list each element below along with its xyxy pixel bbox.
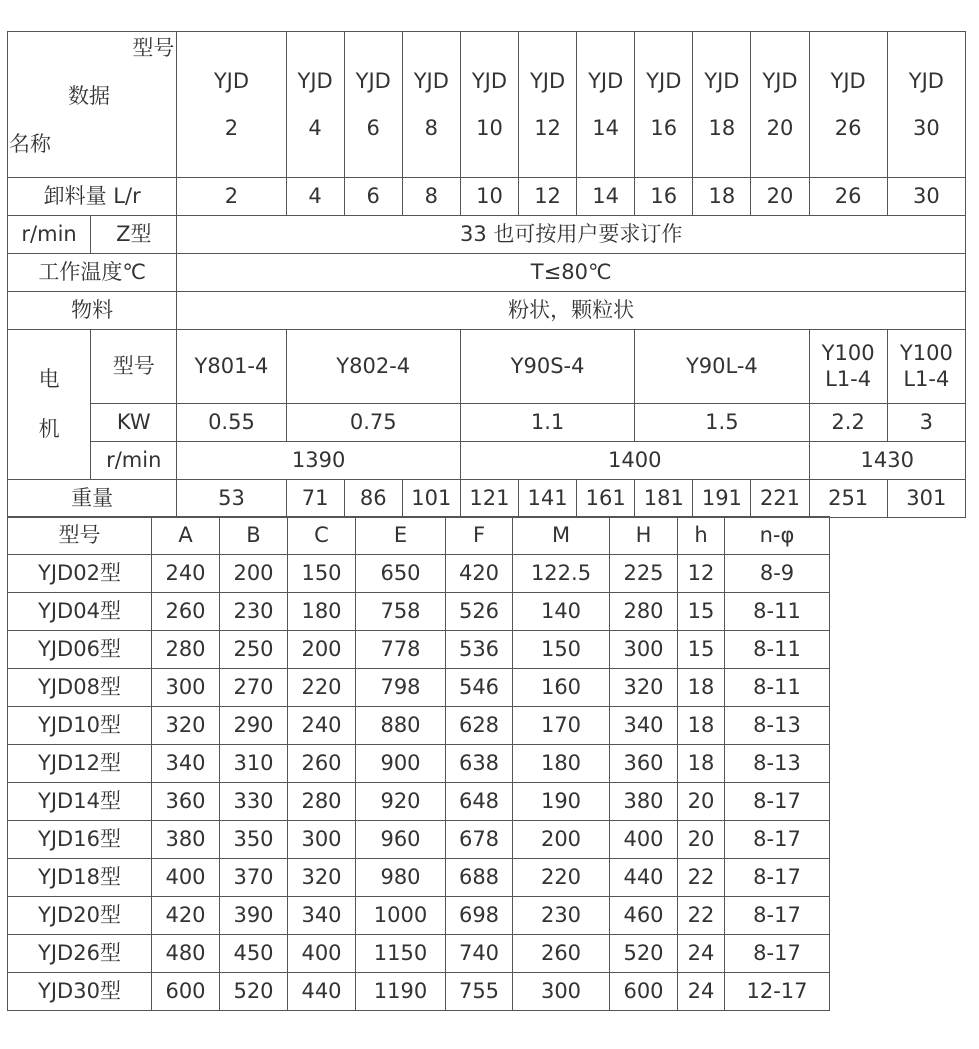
dim-value-cell: 420 <box>446 555 513 593</box>
dim-value-cell: 8-11 <box>725 669 830 707</box>
motor-model: Y801-4 <box>177 330 286 404</box>
dim-model-cell: YJD02型 <box>7 555 152 593</box>
spec-table <box>7 31 966 518</box>
dim-value-cell: 600 <box>610 973 678 1011</box>
motor-model: Y100 L1-4 <box>888 330 966 404</box>
discharge-value: 2 <box>177 178 286 216</box>
weight-value: 101 <box>403 480 461 518</box>
motor-label <box>7 330 91 480</box>
motor-model-label: 型号 <box>91 330 177 404</box>
discharge-value: 4 <box>287 178 345 216</box>
weight-value: 161 <box>577 480 635 518</box>
temp-label: 工作温度℃ <box>7 254 177 292</box>
dim-value-cell: 758 <box>356 593 446 631</box>
dim-value-cell: 260 <box>513 935 610 973</box>
dim-model-cell: YJD30型 <box>7 973 152 1011</box>
dim-value-cell: 360 <box>152 783 220 821</box>
table-row <box>7 555 830 593</box>
table-row <box>7 935 830 973</box>
discharge-value: 26 <box>810 178 888 216</box>
dim-header-cell: F <box>446 516 513 555</box>
dim-value-cell: 8-17 <box>725 859 830 897</box>
dim-value-cell: 400 <box>288 935 356 973</box>
speed-value: 33 也可按用户要求订作 <box>177 216 966 254</box>
dim-value-cell: 140 <box>513 593 610 631</box>
dim-value-cell: 390 <box>220 897 288 935</box>
table-row <box>7 859 830 897</box>
model-header: YJD 2 <box>177 31 286 178</box>
discharge-value: 18 <box>693 178 751 216</box>
dim-value-cell: 920 <box>356 783 446 821</box>
dim-value-cell: 880 <box>356 707 446 745</box>
model-header: YJD 14 <box>577 31 635 178</box>
dim-value-cell: 778 <box>356 631 446 669</box>
dim-value-cell: 180 <box>288 593 356 631</box>
model-header: YJD 8 <box>403 31 461 178</box>
weight-value: 141 <box>519 480 577 518</box>
motor-kw: 2.2 <box>810 404 888 442</box>
discharge-value: 12 <box>519 178 577 216</box>
motor-model: Y100 L1-4 <box>810 330 888 404</box>
dim-value-cell: 648 <box>446 783 513 821</box>
dim-value-cell: 15 <box>678 631 725 669</box>
model-header: YJD 30 <box>888 31 966 178</box>
discharge-label: 卸料量 L/r <box>7 178 177 216</box>
dim-header-cell: A <box>152 516 220 555</box>
weight-label: 重量 <box>7 480 177 518</box>
motor-rpm: 1430 <box>810 442 966 480</box>
dim-value-cell: 20 <box>678 783 725 821</box>
dim-header-cell: M <box>513 516 610 555</box>
dim-value-cell: 688 <box>446 859 513 897</box>
model-header: YJD 4 <box>287 31 345 178</box>
dim-value-cell: 400 <box>610 821 678 859</box>
dim-value-cell: 260 <box>152 593 220 631</box>
dim-value-cell: 160 <box>513 669 610 707</box>
dim-value-cell: 546 <box>446 669 513 707</box>
discharge-value: 30 <box>888 178 966 216</box>
dim-model-cell: YJD20型 <box>7 897 152 935</box>
motor-kw: 1.1 <box>461 404 635 442</box>
weight-value: 121 <box>461 480 519 518</box>
model-header: YJD 10 <box>461 31 519 178</box>
dim-value-cell: 220 <box>288 669 356 707</box>
dim-value-cell: 310 <box>220 745 288 783</box>
model-header: YJD 20 <box>751 31 809 178</box>
dim-value-cell: 8-9 <box>725 555 830 593</box>
dim-value-cell: 1150 <box>356 935 446 973</box>
dim-value-cell: 330 <box>220 783 288 821</box>
table-row <box>7 593 830 631</box>
dim-value-cell: 350 <box>220 821 288 859</box>
dim-value-cell: 370 <box>220 859 288 897</box>
material-value: 粉状，颗粒状 <box>177 292 966 330</box>
dim-value-cell: 220 <box>513 859 610 897</box>
dim-value-cell: 22 <box>678 897 725 935</box>
dim-value-cell: 320 <box>152 707 220 745</box>
dim-value-cell: 180 <box>513 745 610 783</box>
motor-kw: 0.75 <box>287 404 461 442</box>
discharge-value: 6 <box>345 178 403 216</box>
dim-value-cell: 260 <box>288 745 356 783</box>
dim-value-cell: 1190 <box>356 973 446 1011</box>
dim-value-cell: 200 <box>288 631 356 669</box>
dim-value-cell: 300 <box>610 631 678 669</box>
weight-value: 86 <box>345 480 403 518</box>
dim-value-cell: 170 <box>513 707 610 745</box>
dim-value-cell: 678 <box>446 821 513 859</box>
dim-value-cell: 520 <box>610 935 678 973</box>
dim-value-cell: 450 <box>220 935 288 973</box>
dim-model-cell: YJD06型 <box>7 631 152 669</box>
dim-header-cell: h <box>678 516 725 555</box>
discharge-value: 14 <box>577 178 635 216</box>
dim-value-cell: 740 <box>446 935 513 973</box>
dim-value-cell: 638 <box>446 745 513 783</box>
dim-value-cell: 980 <box>356 859 446 897</box>
dim-value-cell: 440 <box>288 973 356 1011</box>
model-header: YJD 6 <box>345 31 403 178</box>
dim-value-cell: 300 <box>288 821 356 859</box>
motor-label-char-2: 机 <box>38 417 60 442</box>
dim-value-cell: 320 <box>610 669 678 707</box>
dim-value-cell: 755 <box>446 973 513 1011</box>
weight-value: 191 <box>693 480 751 518</box>
dim-model-cell: YJD16型 <box>7 821 152 859</box>
dim-value-cell: 628 <box>446 707 513 745</box>
model-header: YJD 18 <box>693 31 751 178</box>
motor-label-char-1: 电 <box>38 366 60 391</box>
dim-value-cell: 24 <box>678 973 725 1011</box>
motor-rpm: 1400 <box>461 442 810 480</box>
dim-model-cell: YJD10型 <box>7 707 152 745</box>
dim-value-cell: 340 <box>288 897 356 935</box>
corner-data-label: 数据 <box>68 84 110 108</box>
dim-value-cell: 8-17 <box>725 783 830 821</box>
weight-value: 53 <box>177 480 286 518</box>
dim-model-cell: YJD18型 <box>7 859 152 897</box>
motor-model: Y802-4 <box>287 330 461 404</box>
dim-value-cell: 22 <box>678 859 725 897</box>
dim-value-cell: 1000 <box>356 897 446 935</box>
table-row <box>7 783 830 821</box>
dim-value-cell: 18 <box>678 745 725 783</box>
dim-value-cell: 600 <box>152 973 220 1011</box>
motor-kw: 1.5 <box>635 404 809 442</box>
motor-model: Y90S-4 <box>461 330 635 404</box>
dim-value-cell: 15 <box>678 593 725 631</box>
dim-model-cell: YJD26型 <box>7 935 152 973</box>
dim-header-cell: B <box>220 516 288 555</box>
motor-kw: 3 <box>888 404 966 442</box>
dim-value-cell: 460 <box>610 897 678 935</box>
dim-header-cell: n-φ <box>725 516 830 555</box>
dim-value-cell: 18 <box>678 669 725 707</box>
dim-value-cell: 900 <box>356 745 446 783</box>
dim-value-cell: 18 <box>678 707 725 745</box>
dim-value-cell: 400 <box>152 859 220 897</box>
dim-header-cell: C <box>288 516 356 555</box>
dim-value-cell: 340 <box>610 707 678 745</box>
dim-model-cell: YJD08型 <box>7 669 152 707</box>
table-row <box>7 821 830 859</box>
motor-model: Y90L-4 <box>635 330 809 404</box>
dim-value-cell: 420 <box>152 897 220 935</box>
speed-type-label: Z型 <box>91 216 177 254</box>
weight-value: 71 <box>287 480 345 518</box>
speed-label: r/min <box>7 216 91 254</box>
dim-value-cell: 8-11 <box>725 631 830 669</box>
weight-value: 181 <box>635 480 693 518</box>
dim-value-cell: 520 <box>220 973 288 1011</box>
dim-value-cell: 20 <box>678 821 725 859</box>
dim-value-cell: 250 <box>220 631 288 669</box>
table-row <box>7 745 830 783</box>
dim-value-cell: 230 <box>513 897 610 935</box>
dim-value-cell: 8-13 <box>725 707 830 745</box>
dimensions-table <box>7 516 830 1011</box>
discharge-value: 20 <box>751 178 809 216</box>
dim-header-cell: H <box>610 516 678 555</box>
temp-value: T≤80℃ <box>177 254 966 292</box>
motor-kw-label: KW <box>91 404 177 442</box>
dim-value-cell: 200 <box>513 821 610 859</box>
dim-value-cell: 440 <box>610 859 678 897</box>
dim-value-cell: 960 <box>356 821 446 859</box>
dim-model-cell: YJD04型 <box>7 593 152 631</box>
table-row <box>7 897 830 935</box>
dim-value-cell: 12-17 <box>725 973 830 1011</box>
dim-value-cell: 360 <box>610 745 678 783</box>
motor-rpm-label: r/min <box>91 442 177 480</box>
dim-value-cell: 300 <box>513 973 610 1011</box>
dim-value-cell: 526 <box>446 593 513 631</box>
table-row <box>7 707 830 745</box>
dim-value-cell: 8-17 <box>725 821 830 859</box>
dim-value-cell: 698 <box>446 897 513 935</box>
dim-value-cell: 240 <box>152 555 220 593</box>
dim-value-cell: 290 <box>220 707 288 745</box>
dim-value-cell: 8-17 <box>725 935 830 973</box>
dim-value-cell: 280 <box>152 631 220 669</box>
dim-model-cell: YJD14型 <box>7 783 152 821</box>
discharge-value: 8 <box>403 178 461 216</box>
corner-model-label: 型号 <box>132 36 175 60</box>
dim-value-cell: 225 <box>610 555 678 593</box>
weight-value: 301 <box>888 480 966 518</box>
dim-value-cell: 480 <box>152 935 220 973</box>
dim-value-cell: 280 <box>288 783 356 821</box>
table-row <box>7 669 830 707</box>
dim-model-cell: YJD12型 <box>7 745 152 783</box>
corner-name-label: 名称 <box>9 132 51 156</box>
material-label: 物料 <box>7 292 177 330</box>
dim-value-cell: 270 <box>220 669 288 707</box>
dim-value-cell: 200 <box>220 555 288 593</box>
dim-value-cell: 150 <box>513 631 610 669</box>
dim-value-cell: 340 <box>152 745 220 783</box>
dim-value-cell: 798 <box>356 669 446 707</box>
discharge-value: 16 <box>635 178 693 216</box>
dim-value-cell: 650 <box>356 555 446 593</box>
dim-value-cell: 8-17 <box>725 897 830 935</box>
discharge-value: 10 <box>461 178 519 216</box>
dim-value-cell: 300 <box>152 669 220 707</box>
dim-value-cell: 380 <box>152 821 220 859</box>
table-row <box>7 973 830 1011</box>
model-header: YJD 12 <box>519 31 577 178</box>
dim-value-cell: 230 <box>220 593 288 631</box>
dim-header-cell: 型号 <box>7 516 152 555</box>
motor-kw: 0.55 <box>177 404 286 442</box>
dim-value-cell: 150 <box>288 555 356 593</box>
dim-header-cell: E <box>356 516 446 555</box>
dim-value-cell: 380 <box>610 783 678 821</box>
dim-value-cell: 536 <box>446 631 513 669</box>
corner-header-cell <box>7 31 177 178</box>
dim-value-cell: 12 <box>678 555 725 593</box>
weight-value: 221 <box>751 480 809 518</box>
table-row <box>7 631 830 669</box>
model-header: YJD 26 <box>810 31 888 178</box>
dim-value-cell: 8-13 <box>725 745 830 783</box>
motor-rpm: 1390 <box>177 442 461 480</box>
dim-value-cell: 190 <box>513 783 610 821</box>
model-header: YJD 16 <box>635 31 693 178</box>
dim-value-cell: 320 <box>288 859 356 897</box>
dim-value-cell: 122.5 <box>513 555 610 593</box>
dim-value-cell: 240 <box>288 707 356 745</box>
dim-value-cell: 24 <box>678 935 725 973</box>
dim-value-cell: 8-11 <box>725 593 830 631</box>
dim-value-cell: 280 <box>610 593 678 631</box>
weight-value: 251 <box>810 480 888 518</box>
